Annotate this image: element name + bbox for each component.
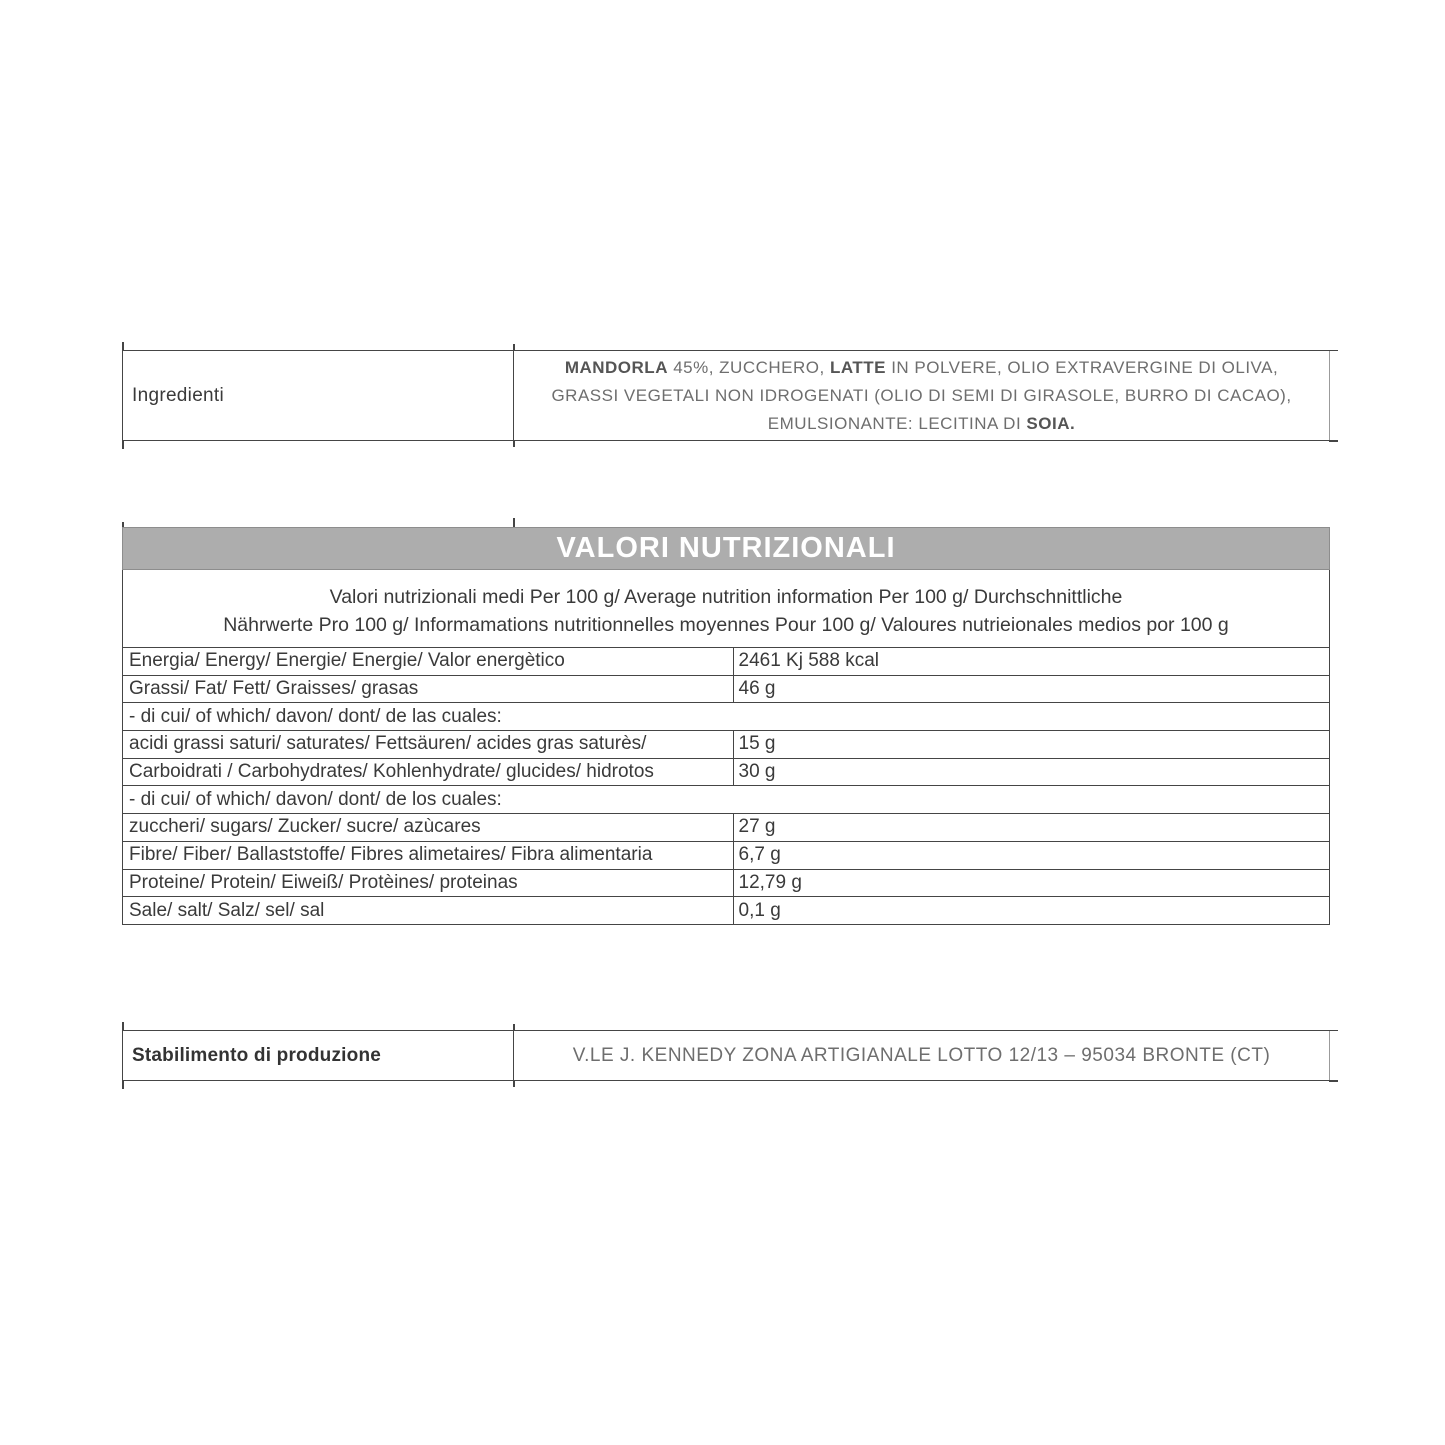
nutrition-row-label: - di cui/ of which/ davon/ dont/ de los cuales: bbox=[129, 788, 502, 810]
ruler-tick bbox=[513, 440, 515, 447]
ruler-tick bbox=[122, 342, 124, 351]
production-label: Stabilimento di produzione bbox=[123, 1031, 514, 1080]
ruler-tick bbox=[122, 522, 124, 527]
nutrition-title: VALORI NUTRIZIONALI bbox=[122, 527, 1330, 570]
nutrition-row-value: 46 g bbox=[733, 676, 1330, 703]
ingredients-line: MANDORLA 45%, ZUCCHERO, LATTE IN POLVERE, OLIO EXTRAVERGINE DI OLIVA, bbox=[564, 357, 1279, 377]
nutrition-row bbox=[122, 676, 1330, 704]
ingredients-table bbox=[122, 350, 1330, 441]
production-table bbox=[122, 1030, 1330, 1081]
ruler-tick bbox=[513, 1080, 515, 1087]
nutrition-row bbox=[122, 786, 1330, 814]
nutrition-subtitle bbox=[122, 570, 1330, 648]
ruler-tick bbox=[1329, 1080, 1338, 1082]
nutrition-row-value: 15 g bbox=[733, 731, 1330, 758]
ingredients-line: GRASSI VEGETALI NON IDROGENATI (OLIO DI SEMI DI GIRASOLE, BURRO DI CACAO), bbox=[551, 385, 1292, 405]
ingredients-label: Ingredienti bbox=[123, 351, 514, 440]
production-value: V.LE J. KENNEDY ZONA ARTIGIANALE LOTTO 12/13 – 95034 BRONTE (CT) bbox=[572, 1044, 1271, 1066]
nutrition-row-label: Energia/ Energy/ Energie/ Energie/ Valor energètico bbox=[129, 650, 565, 672]
nutrition-row-label: zuccheri/ sugars/ Zucker/ sucre/ azùcares bbox=[129, 816, 481, 838]
ingredients-line: EMULSIONANTE: LECITINA DI SOIA. bbox=[767, 413, 1076, 433]
nutrition-row-label: - di cui/ of which/ davon/ dont/ de las cuales: bbox=[129, 705, 502, 727]
nutrition-table bbox=[122, 527, 1330, 925]
nutrition-rows bbox=[122, 648, 1330, 925]
nutrition-row bbox=[122, 703, 1330, 731]
ruler-tick bbox=[122, 1022, 124, 1031]
ruler-tick bbox=[1329, 440, 1338, 442]
nutrition-row bbox=[122, 759, 1330, 787]
nutrition-row-label: Carboidrati / Carbohydrates/ Kohlenhydrate/ glucides/ hidrotos bbox=[129, 761, 654, 783]
nutrition-row-label: Grassi/ Fat/ Fett/ Graisses/ grasas bbox=[129, 678, 419, 700]
nutrition-row bbox=[122, 731, 1330, 759]
nutrition-row-label: Proteine/ Protein/ Eiweiß/ Protèines/ proteinas bbox=[129, 871, 518, 893]
ruler-tick bbox=[1329, 350, 1338, 352]
nutrition-row-label: Sale/ salt/ Salz/ sel/ sal bbox=[129, 899, 325, 921]
nutrition-row-value: 12,79 g bbox=[733, 870, 1330, 897]
nutrition-subtitle-line-2: Nährwerte Pro 100 g/ Informamations nutritionnelles moyennes Pour 100 g/ Valoures nutrieionales medios por 100 g bbox=[223, 614, 1229, 636]
ruler-tick bbox=[1329, 1030, 1338, 1032]
nutrition-subtitle-line-1: Valori nutrizionali medi Per 100 g/ Average nutrition information Per 100 g/ Durchschnittliche bbox=[329, 586, 1123, 608]
ruler-tick bbox=[513, 344, 515, 351]
ruler-tick bbox=[122, 440, 124, 449]
nutrition-row bbox=[122, 842, 1330, 870]
nutrition-row-value: 6,7 g bbox=[733, 842, 1330, 869]
nutrition-row bbox=[122, 897, 1330, 925]
nutrition-row-value: 2461 Kj 588 kcal bbox=[733, 648, 1330, 675]
nutrition-row-value: 0,1 g bbox=[733, 897, 1330, 924]
nutrition-row-label: Fibre/ Fiber/ Ballaststoffe/ Fibres alimetaires/ Fibra alimentaria bbox=[129, 844, 653, 866]
ruler-tick bbox=[513, 1024, 515, 1031]
nutrition-row-value: 30 g bbox=[733, 759, 1330, 786]
ingredients-text bbox=[514, 351, 1329, 440]
nutrition-row bbox=[122, 814, 1330, 842]
ruler-tick bbox=[513, 518, 515, 527]
ruler-tick bbox=[122, 1080, 124, 1089]
nutrition-row bbox=[122, 648, 1330, 676]
nutrition-row bbox=[122, 870, 1330, 898]
nutrition-row-value: 27 g bbox=[733, 814, 1330, 841]
nutrition-row-label: acidi grassi saturi/ saturates/ Fettsäuren/ acides gras saturès/ bbox=[129, 733, 647, 755]
